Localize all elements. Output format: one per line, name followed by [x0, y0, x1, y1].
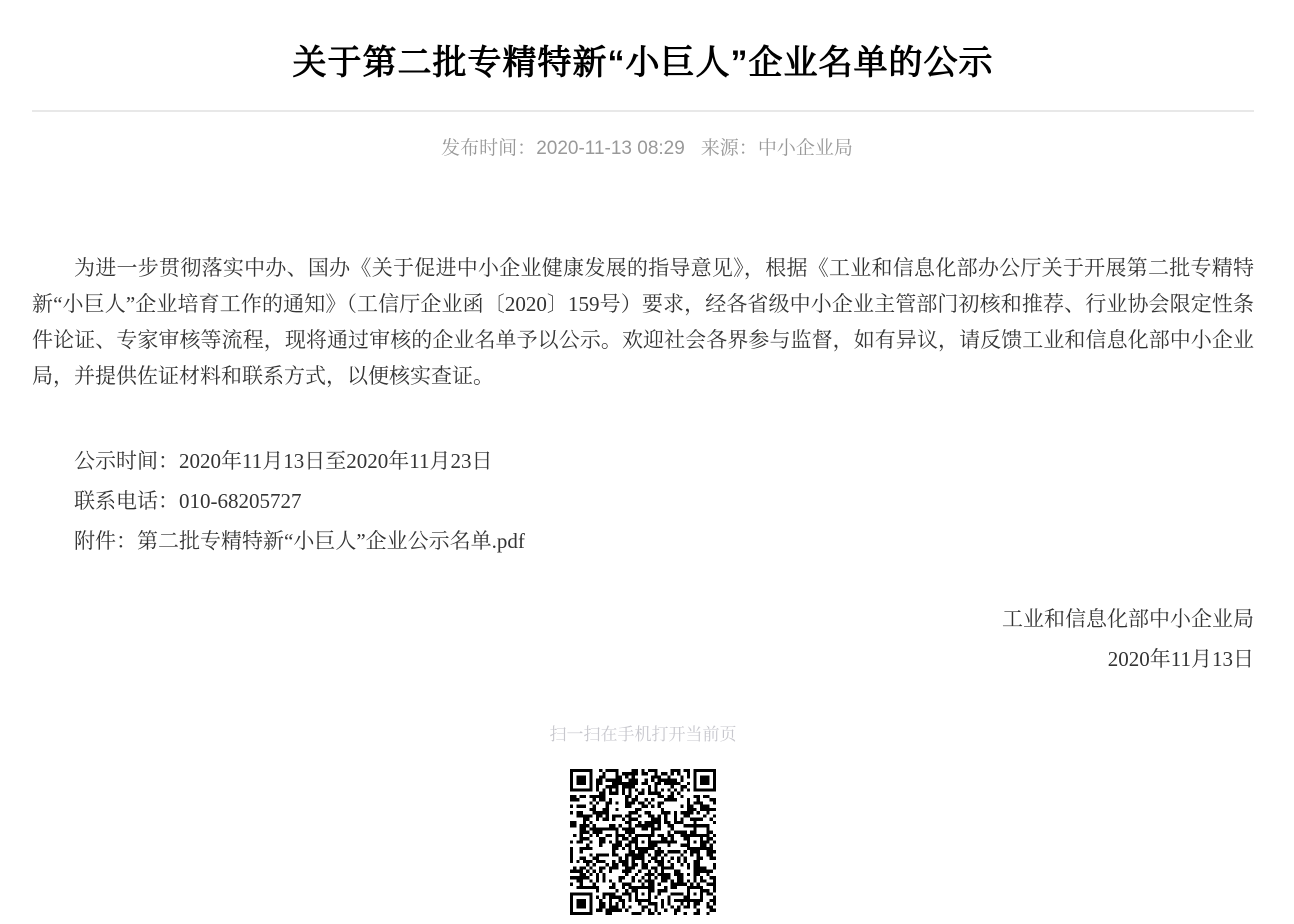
attachment-link[interactable]: 第二批专精特新“小巨人”企业公示名单.pdf — [137, 529, 525, 553]
signature-date: 2020年11月13日 — [1107, 647, 1254, 671]
scan-hint: 扫一扫在手机打开当前页 — [549, 725, 737, 744]
qr-section — [32, 724, 1254, 915]
publish-time-value: 2020-11-13 08:29 — [536, 138, 685, 159]
publicity-period-line: 公示时间：2020年11月13日至2020年11月23日 — [74, 449, 493, 473]
info-block — [0, 441, 1294, 561]
article-meta — [0, 138, 1294, 160]
title-divider — [32, 110, 1254, 112]
qr-code-icon — [570, 769, 716, 915]
contact-phone-line: 联系电话：010-68205727 — [74, 489, 302, 513]
publish-time-label: 发布时间： — [441, 138, 537, 159]
article-content — [0, 250, 1294, 679]
article-paragraph: 为进一步贯彻落实中办、国办《关于促进中小企业健康发展的指导意见》，根据《工业和信息化部办公厅关于开展第二批专精特新“小巨人”企业培育工作的通知》（工信厅企业函〔2020〕159号）要求，经各省级中小企业主管部门初核和推荐、行业协会限定性条件论证、专家审核等流程，现将通过审核的企业名单予以公示。欢迎社会各界参与监督，如有异议，请反馈工业和信息化部中小企业局，并提供佐证材料和联系方式，以便核实查证。 — [32, 256, 1254, 388]
source-label: 来源： — [700, 138, 758, 159]
attachment-line — [32, 521, 1254, 561]
attachment-label: 附件： — [74, 529, 137, 553]
page-title: 关于第二批专精特新“小巨人”企业名单的公示 — [292, 44, 994, 82]
source-value: 中小企业局 — [757, 138, 853, 159]
signature-org: 工业和信息化部中小企业局 — [1002, 607, 1254, 631]
